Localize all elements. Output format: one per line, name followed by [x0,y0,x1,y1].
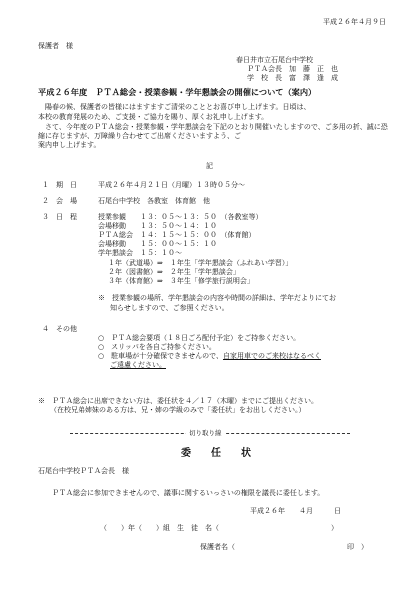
grade-line: ３年（体育館）⇒ ３年生「修学旅行説明会」 [108,277,254,285]
letter-date: 平成２６年４月９日 [323,18,386,26]
schedule-line: ＰＴＡ総会 １４：１５～１５：００ （体育館） [98,231,256,239]
proxy-note-1: ※ ＰＴＡ総会に出席できない方は、委任状を４／１７（木曜）までにご提出ください。 [38,397,318,405]
detail-note-1: ※ 授業参観の場所、学年懇談会の内容や時間の詳細は、学年だよりにてお [98,294,336,302]
schedule-label: ３ 日 程 [42,213,77,221]
proxy-form-date: 平成２６年 ４月 日 [250,507,341,515]
student-name-field: （ ）年（ ）組 生 徒 名（ ） [100,524,338,532]
parking-warning: 自家用車でのご来校はなるべく [222,352,321,360]
grade-line: ２年（図書館）⇒ ２年生「学年懇談会」 [108,268,240,276]
parking-text: ○ 駐車場が十分確保できませんので、 [98,352,223,360]
intro-line-4: 案内申し上げます。 [38,141,101,149]
detail-note-2: 知らせしますので、ご参照ください。 [110,304,229,312]
grade-line: １年（武道場）⇒ １年生「学年懇談会（ふれあい学習）」 [108,259,293,267]
other-item: ○ ＰＴＡ総会要項（１８日ごろ配付予定）をご持参ください。 [98,334,301,342]
other-item-parking [98,352,321,361]
cut-line-label: 切り取り線 [186,429,225,437]
letter-title: 平成２６年度 ＰＴＡ総会・授業参観・学年懇談会の開催について（案内） [38,87,317,97]
proxy-form-body: ＰＴＡ総会に参加できませんので、議事に関するいっさいの権限を議長に委任します。 [52,489,325,497]
parking-warning-cont: ご遠慮ください。 [110,361,166,369]
venue-value: 石尾台中学校 各教室 体育館 他 [98,197,210,205]
other-label: ４ その他 [42,325,77,333]
proxy-note-2: （在校兄弟姉妹のある方は、兄・姉の学級のみで「委任状」をお出しください。） [50,406,306,414]
sender-pta-president: ＰＴＡ会長 加 藤 正 也 [247,65,338,73]
schedule-line: 学年懇談会 １５：１０～ [98,249,182,257]
proxy-form-title: 委 任 状 [181,448,251,459]
schedule-line: 授業参観 １３：０５～１３：５０ （各教室等） [98,213,263,221]
guardian-name-field: 保護者名（ 印 ） [200,543,368,551]
ki-heading: 記 [206,162,213,170]
schedule-line: 会場移動 １５：００～１５：１０ [98,240,217,248]
sender-school: 春日井市立石尾台中学校 [236,56,313,64]
sender-principal: 学 校 長 富 澤 逢 成 [247,74,338,82]
intro-line-1: 陽春の候、保護者の皆様にはますますご清栄のこととお喜び申し上げます。日頃は、 [38,103,311,111]
date-label: １ 期 日 [42,181,77,189]
proxy-form-to: 石尾台中学校ＰＴＡ会長 様 [38,467,129,475]
venue-label: ２ 会 場 [42,197,77,205]
intro-line-2: 本校の教育発展のため、ご支援・ご協力を賜り、厚くお礼申し上げます。 [38,113,269,121]
addressee: 保護者 様 [38,42,73,50]
schedule-line: 会場移動 １３：５０～１４：１０ [98,222,217,230]
intro-line-3: さて、今年度のＰＴＡ総会・授業参観・学年懇談会を下記のとおり開催いたしますので、ご多用の折、誠に恐縮に存じますが、万障繰り合わせてご出席くださいますよう、ご [38,123,388,140]
date-value: 平成２６年４月２１日（月曜）１３時０５分～ [98,181,245,189]
other-item: ○ スリッパを各自ご持参ください。 [98,343,216,351]
